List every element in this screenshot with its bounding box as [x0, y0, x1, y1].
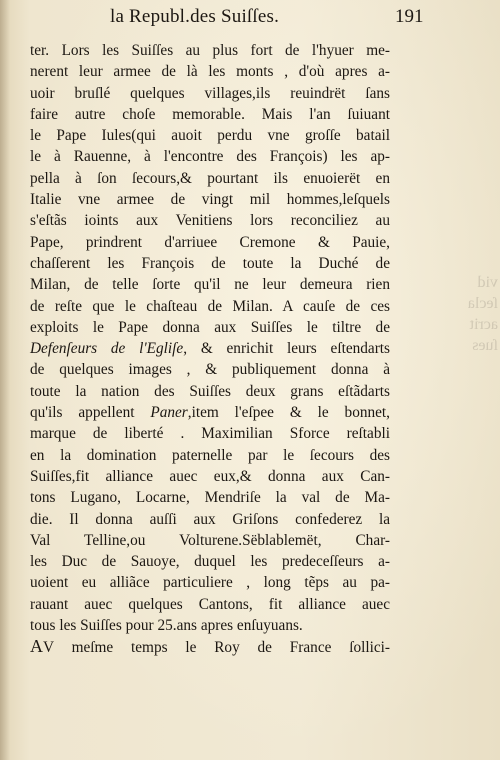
text-line	[30, 551, 390, 572]
text-line	[30, 61, 390, 82]
text-segment: V meſme temps le Roy de France ſollici-	[43, 639, 390, 657]
text-segment: chaſſerent les François de toute la Duché de	[30, 254, 390, 272]
initial-letter: A	[30, 636, 43, 657]
text-segment: Milan, de telle ſorte qu'il ne leur demeura rien	[30, 276, 390, 294]
text-segment: Italie vne armee de vingt mil hommes,leſquels	[30, 191, 390, 209]
text-segment: de reſte que le chaſteau de Milan. A cauſe de ces	[30, 297, 390, 315]
text-line	[30, 104, 390, 125]
spine-shadow	[0, 0, 10, 760]
page-header	[110, 6, 470, 36]
text-line	[30, 210, 390, 231]
text-line	[30, 296, 390, 317]
text-segment: uoient eu alliãce particuliere , long tẽps au pa-	[30, 574, 390, 592]
text-line	[30, 487, 390, 508]
text-line	[30, 189, 390, 210]
bleed-through-text: vid ſecla acrit ſues	[467, 274, 498, 354]
text-line	[30, 615, 390, 636]
text-segment: s'eſtãs ioints aux Venitiens lors reconciliez au	[30, 212, 390, 230]
italic-phrase: Defenſeurs de l'Egliſe	[30, 340, 184, 358]
text-segment: qu'ils appellent	[30, 404, 151, 422]
italic-phrase: Paner	[150, 404, 188, 422]
text-segment: Suiſſes,fit alliance auec eux,& donna aux Can-	[30, 467, 390, 485]
text-line	[30, 636, 390, 657]
text-line	[30, 509, 390, 530]
text-line	[30, 359, 390, 380]
text-segment: marque de liberté . Maximilian Sforce reſtabli	[30, 425, 390, 443]
text-segment: tons Lugano, Locarne, Mendriſe la val de Ma-	[30, 489, 390, 507]
text-segment: Pape, prindrent d'arriuee Cremone & Pauie,	[30, 233, 390, 251]
text-segment: uoir bruſlé quelques villages,ils reuindrët ſans	[30, 84, 390, 102]
text-segment: pella à ſon ſecours,& pourtant ils enuoierët en	[30, 169, 390, 187]
text-line	[30, 530, 390, 551]
text-line	[30, 572, 390, 593]
text-line	[30, 466, 390, 487]
text-segment: exploits le Pape donna aux Suiſſes le tiltre de	[30, 318, 390, 336]
text-line	[30, 40, 390, 61]
text-line	[30, 317, 390, 338]
text-segment: ter. Lors les Suiſſes au plus fort de l'hyuer me-	[30, 42, 390, 59]
text-segment: , & enrichit leurs eſtendarts	[183, 340, 391, 358]
text-line	[30, 338, 390, 359]
text-segment: tous les Suiſſes pour 25.ans apres enſuyuans.	[30, 617, 303, 635]
text-line	[30, 445, 390, 466]
text-segment: Val Telline,ou Volturene.Sëblablemët, Char-	[30, 531, 390, 549]
text-segment: le à Rauenne, à l'encontre des François) les ap-	[30, 148, 390, 166]
text-line	[30, 125, 390, 146]
text-segment: en la domination paternelle par le ſecours des	[30, 446, 390, 464]
body-text	[30, 40, 390, 658]
text-line	[30, 594, 390, 615]
page-number: 191	[395, 6, 424, 27]
text-line	[30, 402, 390, 423]
running-head: la Republ.des Suiſſes.	[110, 6, 280, 27]
text-line	[30, 83, 390, 104]
text-line	[30, 146, 390, 167]
text-line	[30, 232, 390, 253]
text-line	[30, 423, 390, 444]
text-segment: de quelques images , & publiquement donna à	[30, 361, 390, 379]
text-line	[30, 168, 390, 189]
text-segment: faire autre choſe memorable. Mais l'an ſuiuant	[30, 105, 390, 123]
text-line	[30, 274, 390, 295]
text-line	[30, 253, 390, 274]
text-segment: nerent leur armee de là les monts , d'où apres a-	[30, 63, 390, 81]
text-segment: ,item l'eſpee & le bonnet,	[187, 404, 390, 422]
text-segment: toute la nation des Suiſſes deux grans eſtãdarts	[30, 382, 390, 400]
text-segment: les Duc de Sauoye, duquel les predeceſſeurs a-	[30, 553, 390, 571]
text-segment: rauant auec quelques Cantons, fit alliance auec	[30, 595, 390, 613]
text-segment: die. Il donna auſſi aux Griſons confederez la	[30, 510, 390, 528]
text-segment: le Pape Iules(qui auoit perdu vne groſſe batail	[30, 127, 390, 145]
text-line	[30, 381, 390, 402]
